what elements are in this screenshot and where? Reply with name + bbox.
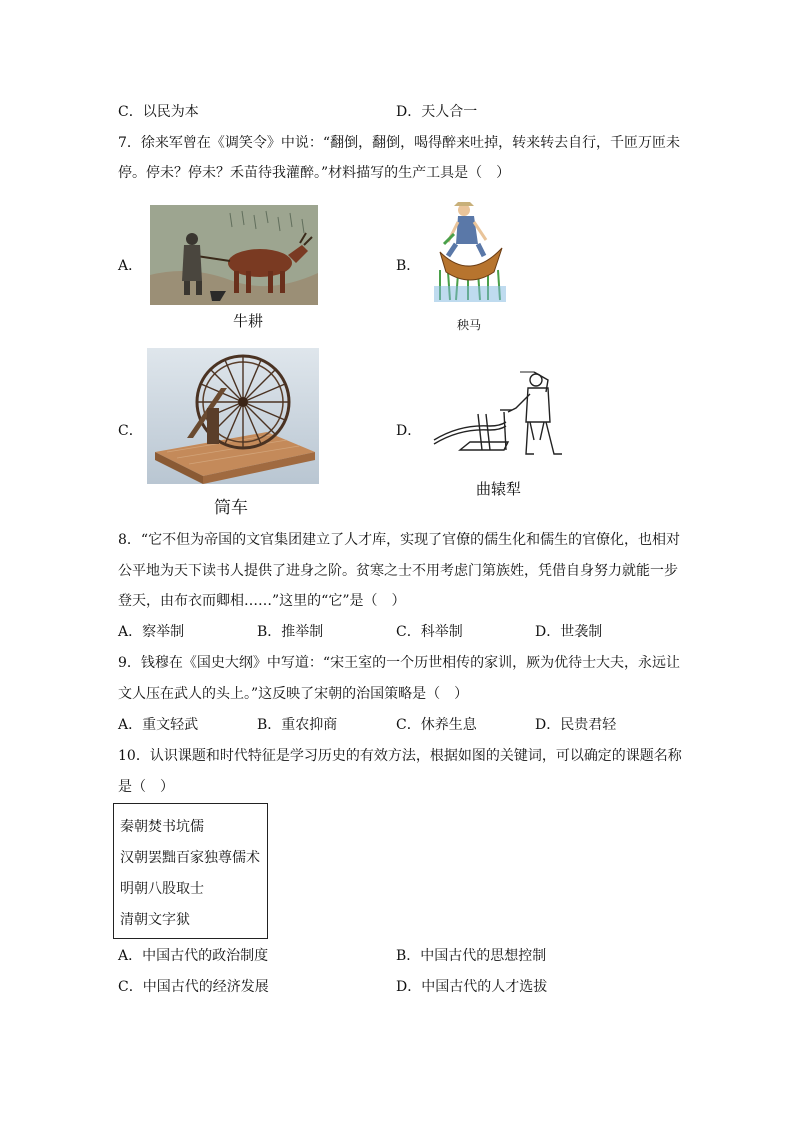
q7-stem-line2: 停。停未？停未？禾苗待我灌醉。”材料描写的生产工具是（ ）	[118, 165, 511, 181]
q8-stem-line2: 公平地为天下读书人提供了进身之阶。贫寒之士不用考虑门第族姓，凭借自身努力就能一步	[118, 563, 678, 579]
q7-option-b-label: B．	[396, 258, 421, 274]
q9-stem-line2: 文人压在武人的头上。”这反映了宋朝的治国策略是（ ）	[118, 686, 469, 702]
keyword-item: 秦朝焚书坑儒	[120, 819, 204, 835]
q8-option-b: B．推举制	[257, 624, 324, 640]
q9-option-b: B．重农抑商	[257, 717, 338, 733]
q9-option-d: D．民贵君轻	[535, 717, 617, 733]
q7-option-c-caption: 筒车	[214, 498, 248, 518]
q6-option-c: C．以民为本	[118, 104, 199, 120]
q9-option-a: A．重文轻武	[118, 717, 199, 733]
q10-option-a: A．中国古代的政治制度	[118, 948, 269, 964]
q8-option-a: A．察举制	[118, 624, 185, 640]
q10-stem-line1: 10．认识课题和时代特征是学习历史的有效方法，根据如图的关键词，可以确定的课题名称	[118, 748, 682, 764]
q8-option-d: D．世袭制	[535, 624, 603, 640]
q9-stem-line1: 9．钱穆在《国史大纲》中写道：“宋王室的一个历世相传的家训，厥为优待士大夫，永远让	[118, 655, 681, 671]
waterwheel-model-image	[147, 348, 319, 484]
q8-stem-line1: 8．“它不但为帝国的文官集团建立了人才库，实现了官僚的儒生化和儒生的官僚化，也相对	[118, 532, 681, 548]
q7-option-a-label: A．	[118, 258, 143, 274]
ox-plowing-mural-image	[150, 205, 318, 305]
q7-stem-line1: 7．徐来军曾在《调笑令》中说：“翻倒，翻倒，喝得醉来吐掉，转来转去自行，千匝万匝未	[118, 135, 681, 151]
keyword-item: 汉朝罢黜百家独尊儒术	[120, 850, 260, 866]
q7-option-a-caption: 牛耕	[233, 312, 264, 330]
q6-option-d: D．天人合一	[396, 104, 478, 120]
keyword-item: 明朝八股取士	[120, 881, 204, 897]
q7-option-c-label: C．	[118, 423, 143, 439]
q7-option-d-label: D．	[396, 423, 422, 439]
keyword-item: 清朝文字狱	[120, 912, 190, 928]
rice-seedling-horse-image	[434, 200, 506, 304]
curved-shaft-plow-image	[430, 370, 570, 460]
q10-stem-line2: 是（ ）	[118, 779, 174, 795]
q10-option-b: B．中国古代的思想控制	[396, 948, 547, 964]
q10-option-c: C．中国古代的经济发展	[118, 979, 269, 995]
q7-option-d-caption: 曲辕犁	[476, 480, 522, 498]
q10-option-d: D．中国古代的人才选拔	[396, 979, 548, 995]
q8-option-c: C．科举制	[396, 624, 463, 640]
q9-option-c: C．休养生息	[396, 717, 477, 733]
q7-option-b-caption: 秧马	[457, 318, 482, 332]
q10-keyword-box	[113, 803, 268, 939]
q8-stem-line3: 登天，由布衣而卿相……”这里的“它”是（ ）	[118, 593, 406, 609]
